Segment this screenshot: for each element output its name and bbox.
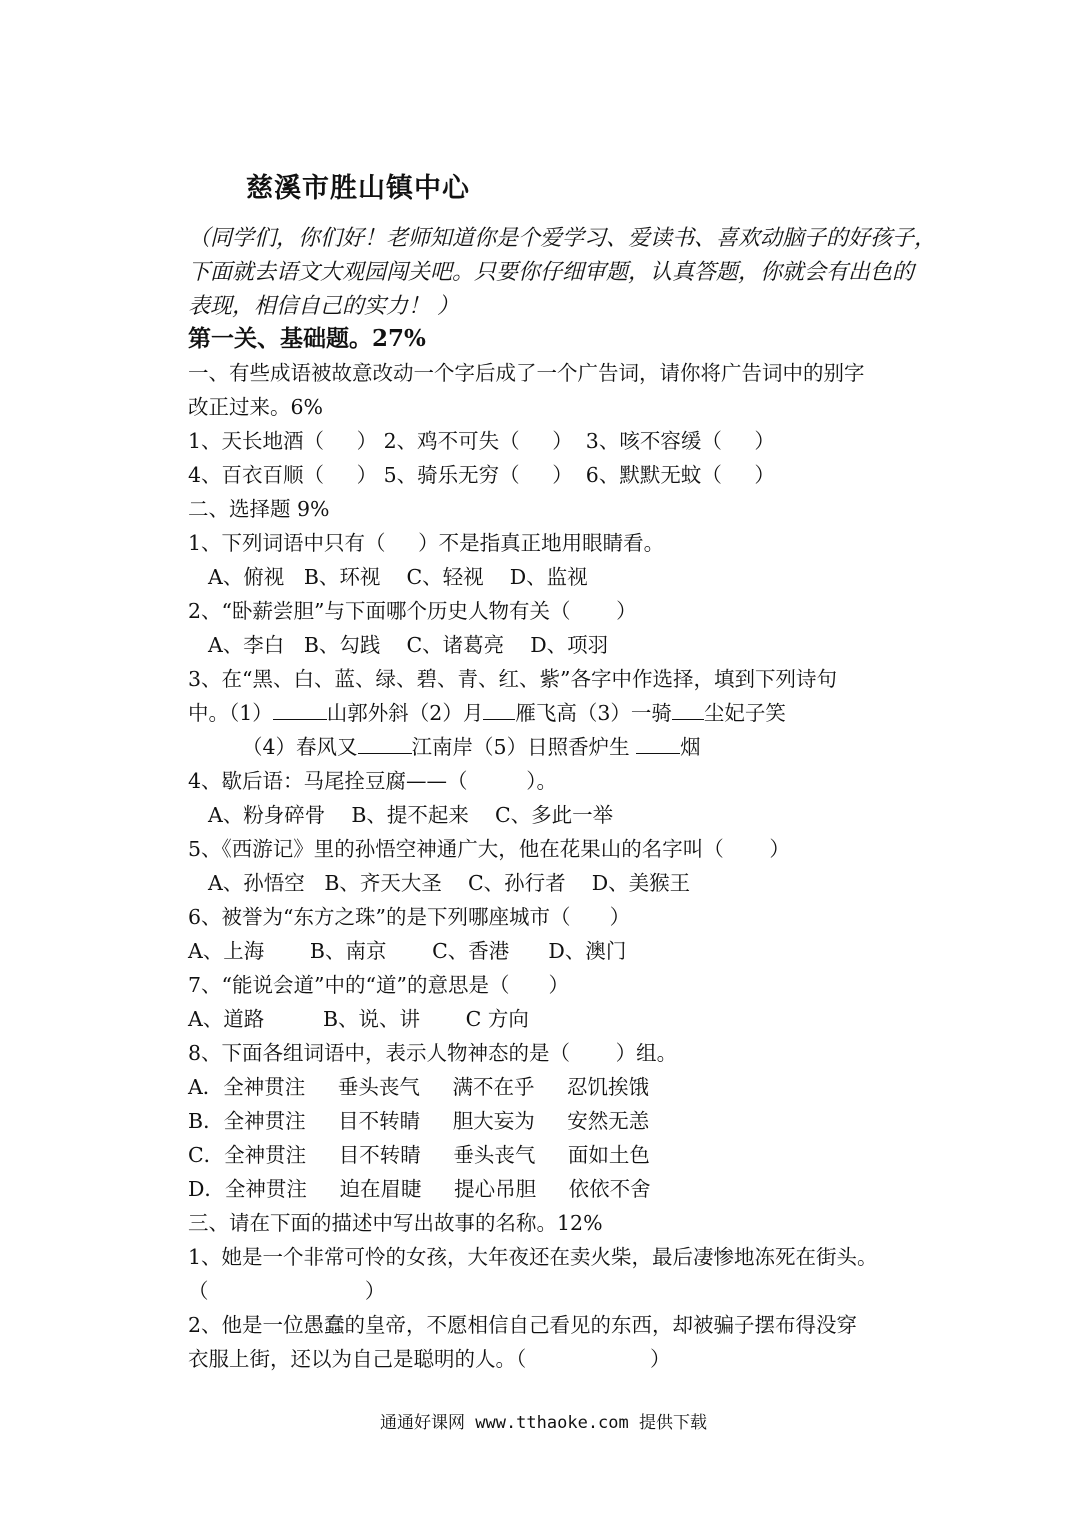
question-item: 1、下列词语中只有（ ）不是指真正地用眼睛看。	[188, 531, 665, 555]
fill-blank	[672, 701, 704, 720]
intro-paragraph	[188, 222, 937, 324]
question-item: 7、“能说会道”中的“道”的意思是（ ）	[188, 973, 570, 997]
poem-text: 尘妃子笑	[703, 701, 786, 725]
question-item: 4、歇后语：马尾拴豆腐——（ ）。	[188, 769, 557, 793]
poem-text: （4）春风又	[242, 735, 358, 759]
question-item: 8、下面各组词语中，表示人物神态的是（ ）组。	[188, 1041, 678, 1065]
section-heading: 第一关、基础题。27%	[188, 325, 426, 352]
question-item: 1、她是一个非常可怜的女孩，大年夜还在卖火柴，最后凄惨地冻死在街头。	[188, 1245, 878, 1269]
question-item: 5、《西游记》里的孙悟空神通广大，他在花果山的名字叫（ ）	[188, 837, 790, 861]
answer-options: D．全神贯注 迫在眉睫 提心吊胆 依依不舍	[188, 1177, 651, 1201]
answer-blank: （ ）	[188, 1279, 386, 1303]
poem-text: 烟	[680, 735, 701, 759]
poem-fill-line	[188, 730, 918, 764]
question-item: 2、“卧薪尝胆”与下面哪个历史人物有关（ ）	[188, 599, 637, 623]
question-heading: 三、请在下面的描述中写出故事的名称。12%	[188, 1211, 603, 1235]
question-item: 1、天长地酒（ ） 2、鸡不可失（ ） 3、咳不容缓（ ）	[188, 429, 775, 453]
poem-text: 山郭外斜（2）月	[326, 701, 484, 725]
answer-options: A、粉身碎骨 B、提不起来 C、多此一举	[208, 803, 614, 827]
answer-options: C．全神贯注 目不转睛 垂头丧气 面如土色	[188, 1143, 650, 1167]
poem-text: 江南岸（5）日照香炉生	[411, 735, 637, 759]
question-item: 2、他是一位愚蠢的皇帝，不愿相信自己看见的东西，却被骗子摆布得没穿	[188, 1313, 858, 1337]
question-heading: 二、选择题 9%	[188, 497, 330, 521]
intro-line: 下面就去语文大观园闯关吧。只要你仔细审题，认真答题，你就会有出色的	[188, 260, 915, 285]
answer-options: A、道路 B、说、讲 C 方向	[188, 1007, 529, 1031]
fill-blank	[273, 701, 327, 720]
fill-blank	[636, 735, 680, 754]
question-heading: 一、有些成语被故意改动一个字后成了一个广告词，请你将广告词中的别字	[188, 361, 865, 385]
question-heading: 改正过来。6%	[188, 395, 324, 419]
answer-options: A、李白 B、勾践 C、诸葛亮 D、项羽	[208, 633, 609, 657]
poem-text: 雁飞高（3）一骑	[515, 701, 672, 725]
answer-options: B．全神贯注 目不转睛 胆大妄为 安然无恙	[188, 1109, 650, 1133]
question-item: 3、在“黑、白、蓝、绿、碧、青、红、紫”各字中作选择，填到下列诗句	[188, 667, 838, 691]
question-item: 衣服上街，还以为自己是聪明的人。（ ）	[188, 1347, 671, 1371]
questions-body	[188, 356, 918, 1376]
fill-blank	[358, 735, 412, 754]
poem-fill-line	[188, 696, 918, 730]
document-title: 慈溪市胜山镇中心	[246, 173, 470, 204]
page-footer: 通通好课网 www.tthaoke.com 提供下载	[380, 1413, 707, 1433]
answer-options: A、孙悟空 B、齐天大圣 C、孙行者 D、美猴王	[208, 871, 691, 895]
intro-line: （同学们，你们好！老师知道你是个爱学习、爱读书、喜欢动脑子的好孩子，	[188, 226, 937, 251]
answer-options: A．全神贯注 垂头丧气 满不在乎 忍饥挨饿	[188, 1075, 650, 1099]
fill-blank	[483, 701, 515, 720]
answer-options: A、上海 B、南京 C、香港 D、澳门	[188, 939, 627, 963]
question-item: 6、被誉为“东方之珠”的是下列哪座城市（ ）	[188, 905, 631, 929]
answer-options: A、俯视 B、环视 C、轻视 D、监视	[208, 565, 588, 589]
poem-text: 中。（1）	[188, 701, 273, 725]
question-item: 4、百衣百顺（ ） 5、骑乐无穷（ ） 6、默默无蚊（ ）	[188, 463, 775, 487]
intro-line: 表现，相信自己的实力！ ）	[188, 294, 459, 319]
